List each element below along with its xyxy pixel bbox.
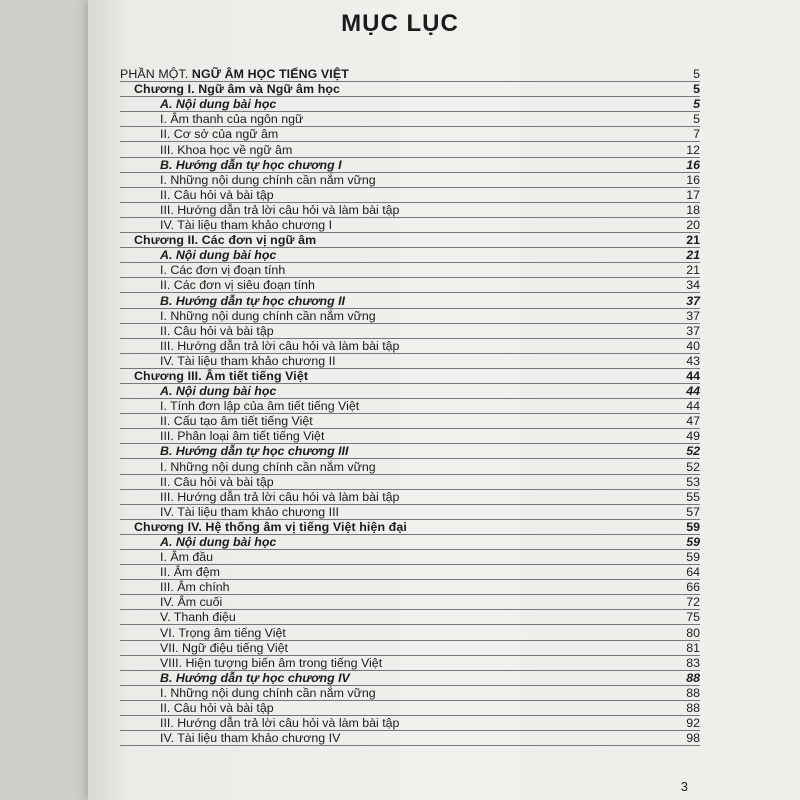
toc-entry-page: 59 [686, 519, 700, 534]
toc-entry-page: 40 [686, 338, 700, 353]
toc-entry-label: III. Hướng dẫn trả lời câu hỏi và làm bài tập [160, 338, 400, 353]
toc-item-entry [120, 399, 700, 414]
toc-section-entry [120, 97, 700, 112]
toc-item-entry [120, 188, 700, 203]
toc-item-entry [120, 459, 700, 474]
toc-item-entry [120, 218, 700, 233]
toc-entry-page: 21 [686, 263, 700, 278]
toc-item-entry [120, 656, 700, 671]
toc-item-entry [120, 731, 700, 746]
toc-entry-label: A. Nội dung bài học [160, 384, 277, 399]
toc-entry-page: 34 [686, 278, 700, 293]
toc-entry-prefix: PHẦN MỘT. [120, 67, 189, 82]
toc-entry-page: 18 [686, 202, 700, 217]
toc-entry-label: Chương I. Ngữ âm và Ngữ âm học [134, 82, 341, 97]
toc-entry-page: 37 [686, 308, 700, 323]
toc-entry-page: 21 [686, 248, 700, 263]
toc-chapter-entry [120, 233, 700, 248]
toc-item-entry [120, 278, 700, 293]
toc-item-entry [120, 354, 700, 369]
toc-item-entry [120, 203, 700, 218]
toc-item-entry [120, 701, 700, 716]
toc-entry-label: I. Âm thanh của ngôn ngữ [160, 112, 304, 127]
toc-entry-page: 88 [686, 701, 700, 716]
toc-entry-page: 7 [693, 127, 700, 142]
toc-entry-label: III. Âm chính [160, 580, 230, 595]
toc-entry-page: 44 [686, 399, 700, 414]
toc-item-entry [120, 263, 700, 278]
toc-item-entry [120, 127, 700, 142]
toc-entry-label: II. Cơ sở của ngữ âm [160, 127, 279, 142]
toc-section-entry [120, 535, 700, 550]
toc-entry-label: I. Những nội dung chính cần nắm vững [160, 459, 376, 474]
toc-entry-label: VI. Trọng âm tiếng Việt [160, 625, 286, 640]
toc-section-entry [120, 248, 700, 263]
toc-entry-label: IV. Tài liệu tham khảo chương IV [160, 731, 341, 746]
toc-entry-label: Chương IV. Hệ thống âm vị tiếng Việt hiện đại [134, 519, 407, 534]
toc-item-entry [120, 339, 700, 354]
toc-entry-label: B. Hướng dẫn tự học chương IV [160, 670, 350, 685]
toc-entry-label: I. Những nội dung chính cần nắm vững [160, 308, 376, 323]
page-title: MỤC LỤC [341, 10, 459, 37]
toc-entry-label: I. Âm đầu [160, 550, 214, 565]
toc-entry-page: 98 [686, 731, 700, 746]
toc-entry-label: III. Hướng dẫn trả lời câu hỏi và làm bài tập [160, 716, 400, 731]
toc-item-entry [120, 641, 700, 656]
toc-entry-label: VIII. Hiện tượng biến âm trong tiếng Việt [160, 655, 383, 670]
toc-entry-label: Chương III. Âm tiết tiếng Việt [134, 368, 309, 383]
toc-chapter-entry [120, 520, 700, 535]
toc-section-entry [120, 671, 700, 686]
toc-item-entry [120, 610, 700, 625]
toc-entry-label: V. Thanh điệu [160, 610, 236, 625]
toc-item-entry [120, 686, 700, 701]
toc-entry-page: 83 [686, 655, 700, 670]
toc-section-entry [120, 384, 700, 399]
toc-item-entry [120, 414, 700, 429]
toc-entry-page: 66 [686, 580, 700, 595]
toc-entry-page: 44 [686, 384, 700, 399]
toc-entry-label: IV. Tài liệu tham khảo chương I [160, 218, 333, 233]
toc-entry-page: 55 [686, 489, 700, 504]
toc-entry-page: 75 [686, 610, 700, 625]
toc-entry-label: I. Những nội dung chính cần nắm vững [160, 685, 376, 700]
toc-entry-page: 44 [686, 368, 700, 383]
toc-entry-page: 81 [686, 640, 700, 655]
toc-entry-page: 43 [686, 353, 700, 368]
toc-entry-label: II. Câu hỏi và bài tập [160, 701, 274, 716]
toc-item-entry [120, 112, 700, 127]
toc-section-entry [120, 444, 700, 459]
toc-item-entry [120, 309, 700, 324]
toc-item-entry [120, 580, 700, 595]
toc-entry-page: 52 [686, 444, 700, 459]
toc-entry-label: IV. Tài liệu tham khảo chương II [160, 353, 336, 368]
toc-entry-page: 88 [686, 670, 700, 685]
toc-entry-page: 12 [686, 142, 700, 157]
toc-part-entry [120, 67, 700, 82]
toc-chapter-entry [120, 82, 700, 97]
toc-item-entry [120, 142, 700, 157]
toc-entry-label: B. Hướng dẫn tự học chương III [160, 444, 349, 459]
toc-item-entry [120, 505, 700, 520]
toc-item-entry [120, 490, 700, 505]
toc-entry-label: I. Các đơn vị đoạn tính [160, 263, 286, 278]
toc-entry-label: II. Câu hỏi và bài tập [160, 474, 274, 489]
toc-section-entry [120, 293, 700, 308]
toc-item-entry [120, 550, 700, 565]
toc-item-entry [120, 595, 700, 610]
toc-entry-label: III. Hướng dẫn trả lời câu hỏi và làm bài tập [160, 202, 400, 217]
toc-item-entry [120, 565, 700, 580]
toc-item-entry [120, 324, 700, 339]
toc-entry-label: III. Phân loại âm tiết tiếng Việt [160, 429, 325, 444]
toc-item-entry [120, 716, 700, 731]
table-of-contents [120, 67, 700, 746]
toc-entry-page: 80 [686, 625, 700, 640]
toc-entry-page: 88 [686, 685, 700, 700]
toc-entry-page: 49 [686, 429, 700, 444]
toc-entry-page: 57 [686, 504, 700, 519]
toc-item-entry [120, 475, 700, 490]
toc-entry-page: 5 [693, 112, 700, 127]
toc-entry-page: 5 [693, 97, 700, 112]
toc-item-entry [120, 173, 700, 188]
toc-entry-label: VII. Ngữ điệu tiếng Việt [160, 640, 288, 655]
toc-entry-page: 20 [686, 218, 700, 233]
toc-entry-page: 17 [686, 187, 700, 202]
toc-entry-title: NGỮ ÂM HỌC TIẾNG VIỆT [188, 67, 349, 82]
toc-entry-page: 37 [686, 293, 700, 308]
toc-item-entry [120, 625, 700, 640]
toc-entry-label: III. Hướng dẫn trả lời câu hỏi và làm bài tập [160, 489, 400, 504]
toc-entry-label: IV. Tài liệu tham khảo chương III [160, 504, 339, 519]
toc-entry-label: III. Khoa học về ngữ âm [160, 142, 293, 157]
toc-entry-page: 52 [686, 459, 700, 474]
toc-entry-page: 59 [686, 535, 700, 549]
toc-entry-label: II. Các đơn vị siêu đoạn tính [160, 278, 315, 293]
toc-entry-label: IV. Âm cuối [160, 595, 223, 610]
toc-entry-page: 5 [693, 82, 700, 97]
toc-entry-page: 16 [686, 172, 700, 187]
toc-entry-label: B. Hướng dẫn tự học chương I [160, 157, 342, 172]
toc-entry-label: II. Cấu tạo âm tiết tiếng Việt [160, 414, 313, 429]
toc-entry-page: 64 [686, 565, 700, 580]
toc-entry-label: I. Những nội dung chính cần nắm vững [160, 172, 376, 187]
toc-entry-label: II. Câu hỏi và bài tập [160, 323, 274, 338]
toc-entry-page: 5 [693, 67, 700, 82]
toc-entry-label: I. Tính đơn lập của âm tiết tiếng Việt [160, 399, 360, 414]
toc-entry-page: 21 [686, 233, 700, 248]
toc-entry-page: 47 [686, 414, 700, 429]
toc-entry-page: 37 [686, 323, 700, 338]
toc-entry-label [120, 67, 349, 81]
toc-item-entry [120, 429, 700, 444]
toc-entry-label: A. Nội dung bài học [160, 97, 277, 112]
toc-entry-page: 16 [686, 157, 700, 172]
toc-entry-label: A. Nội dung bài học [160, 248, 277, 263]
toc-entry-label: II. Âm đệm [160, 565, 220, 580]
toc-entry-page: 72 [686, 595, 700, 610]
toc-entry-label: II. Câu hỏi và bài tập [160, 187, 274, 202]
toc-entry-label: Chương II. Các đơn vị ngữ âm [134, 233, 317, 248]
toc-section-entry [120, 158, 700, 173]
toc-entry-label: A. Nội dung bài học [160, 535, 277, 549]
toc-entry-page: 53 [686, 474, 700, 489]
toc-entry-label: B. Hướng dẫn tự học chương II [160, 293, 345, 308]
toc-chapter-entry [120, 369, 700, 384]
toc-entry-page: 59 [686, 550, 700, 565]
toc-entry-page: 92 [686, 716, 700, 731]
page-number: 3 [680, 779, 688, 794]
